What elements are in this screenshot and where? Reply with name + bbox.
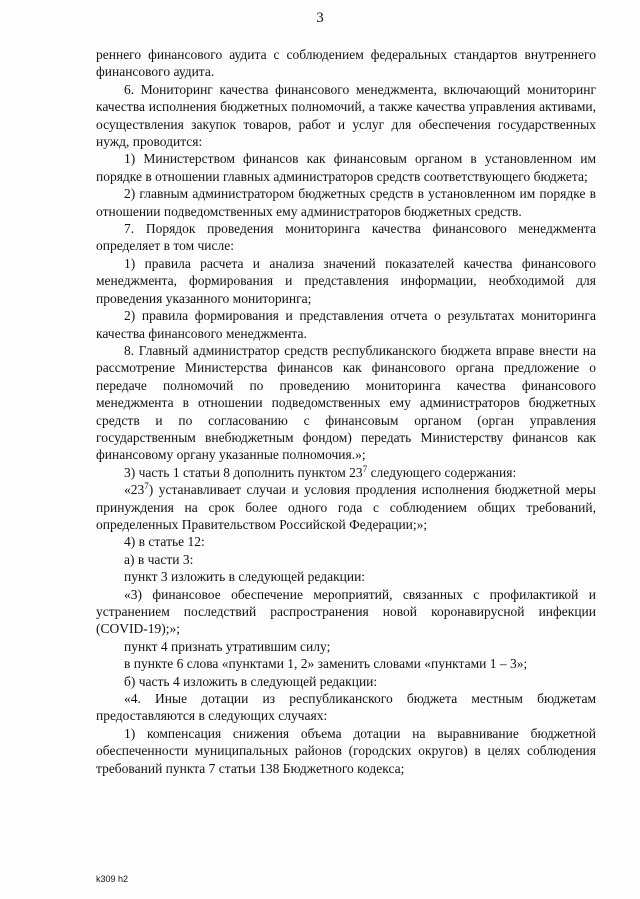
paragraph-item-7-1: 1) правила расчета и анализа значений показателей качества финансового менеджмента, формирования и представления информации, необходимой для проведения указанного мониторинга; [96,255,596,306]
paragraph-point-6: в пункте 6 слова «пунктами 1, 2» заменить словами «пунктами 1 – 3»; [124,656,528,672]
amendment-3-superscript: 7 [362,463,368,474]
paragraph-point-4: пункт 4 признать утратившим силу; [124,638,331,654]
quote-23-superscript: 7 [144,481,149,492]
paragraph-continuation: реннего финансового аудита с соблюдением федеральных стандартов внутреннего финансового аудита. [96,47,596,80]
paragraph-quote-3: «3) финансовое обеспечение мероприятий, связанных с профилактикой и устранением последствий распространения новой коронавирусной инфекции (COVID-19);»; [96,586,596,637]
paragraph-quote-part-4: «4. Иные дотации из республиканского бюджета местным бюджетам предоставляются в следующих случаях: [96,691,596,724]
paragraph-item-6-1: 1) Министерством финансов как финансовым органом в установленном им порядке в отношении главных администраторов средств соответствующего бюджета; [96,151,596,184]
paragraph-quote-23-7 [96,481,596,533]
paragraph-amendment-4: 4) в статье 12: [124,534,205,550]
paragraph-item-6-2: 2) главным администратором бюджетных средств в установленном им порядке в отношении подведомственных ему администраторов бюджетных средств. [96,186,596,219]
paragraph-amendment-4b: б) часть 4 изложить в следующей редакции: [124,673,378,689]
quote-23-text-end: ) устанавливает случаи и условия продления исполнения бюджетной меры принуждения на срок более одного года с соблюдением общих требований, определенных Правительством Российской Федерации;»; [96,482,596,532]
document-body [96,46,596,777]
paragraph-point-3: пункт 3 изложить в следующей редакции: [124,569,366,585]
paragraph-quote-part-4-1: 1) компенсация снижения объема дотации на выравнивание бюджетной обеспеченности муниципальных районов (городских округов) в целях соблюдения требований пункта 7 статьи 138 Бюджетного кодекса; [96,725,596,776]
paragraph-item-6: 6. Мониторинг качества финансового менеджмента, включающий мониторинг качества исполнения бюджетных полномочий, а также качества управления активами, осуществления закупок товаров, работ и услуг для обеспечения государственных нужд, проводится: [96,81,596,150]
page-number: 3 [316,10,324,26]
paragraph-amendment-4a: а) в части 3: [124,551,194,567]
amendment-3-text-end: следующего содержания: [367,464,517,480]
paragraph-item-8: 8. Главный администратор средств республиканского бюджета вправе внести на рассмотрение Министерства финансов как финансового органа предложение о передаче полномочий по проведению мониторинга качества финансового менеджмента в отношении подведомственных ему администраторов бюджетных средств и по согласованию с финансовым органом (орган управления государственным внебюджетным фондом) передать Министерству финансов как финансовому органу указанные полномочия.»; [96,342,596,463]
paragraph-item-7-2: 2) правила формирования и представления отчета о результатах мониторинга качества финансового менеджмента. [96,308,596,341]
paragraph-item-7: 7. Порядок проведения мониторинга качества финансового менеджмента определяет в том числе: [96,221,596,254]
footer-code: k309 h2 [96,874,129,884]
paragraph-amendment-3 [96,464,596,481]
amendment-3-text: 3) часть 1 статьи 8 дополнить пунктом 23 [124,464,363,480]
quote-23-text: «23 [124,482,145,498]
